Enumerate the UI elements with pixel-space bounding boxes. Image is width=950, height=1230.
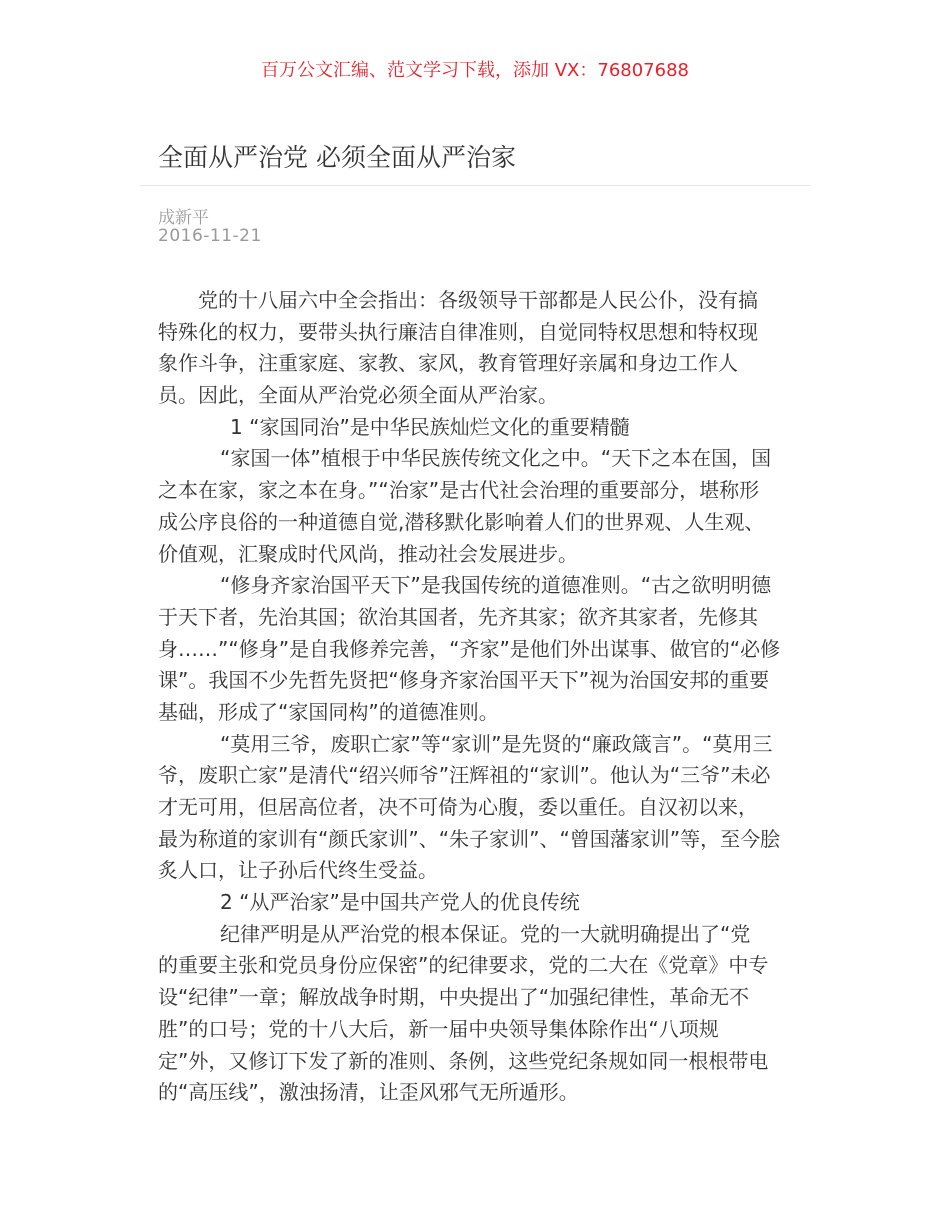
- article-line: 之本在家，家之本在身。”“治家”是古代社会治理的重要部分，堪称形: [158, 478, 760, 503]
- title-divider: [140, 185, 810, 186]
- article-line: 最为称道的家训有“颜氏家训”、“朱子家训”、“曾国藩家训”等，至今脍: [158, 826, 781, 851]
- article-line: “家国一体”植根于中华民族传统文化之中。“天下之本在国，国: [220, 446, 772, 471]
- article-line: 价值观，汇聚成时代风尚，推动社会发展进步。: [158, 541, 578, 566]
- article-line: 2 “从严治家”是中国共产党人的优良传统: [220, 890, 580, 915]
- article-line: 设“纪律”一章；解放战争时期，中央提出了“加强纪律性，革命无不: [158, 985, 750, 1010]
- article-line: 胜”的口号；党的十八大后，新一届中央领导集体除作出“八项规: [158, 1016, 719, 1041]
- article-line: 的“高压线”，激浊扬清，让歪风邪气无所遁形。: [158, 1080, 579, 1105]
- article-line: “修身齐家治国平天下”是我国传统的道德准则。“古之欲明明德: [220, 573, 772, 598]
- article-line: 定”外，又修订下发了新的准则、条例，这些党纪条规如同一根根带电: [158, 1048, 769, 1073]
- article-line: 于天下者，先治其国；欲治其国者，先齐其家；欲齐其家者，先修其: [158, 604, 758, 629]
- article-line: 成公序良俗的一种道德自觉,潜移默化影响着人们的世界观、人生观、: [158, 509, 765, 534]
- article-title: 全面从严治党 必须全面从严治家: [158, 143, 516, 172]
- article-line: 课”。我国不少先哲先贤把“修身齐家治国平天下”视为治国安邦的重要: [158, 668, 770, 693]
- article-line: 员。因此，全面从严治党必须全面从严治家。: [158, 383, 558, 408]
- article-line: 身……”“修身”是自我修养完善，“齐家”是他们外出谋事、做官的“必修: [158, 636, 781, 661]
- article-line: 基础，形成了“家国同构”的道德准则。: [158, 699, 499, 724]
- article-line: 党的十八届六中全会指出：各级领导干部都是人民公仆，没有搞: [198, 288, 758, 312]
- article-author: 成新平: [158, 208, 209, 228]
- article-line: 才无可用，但居高位者，决不可倚为心腹，委以重任。自汉初以来，: [158, 795, 758, 819]
- article-date: 2016-11-21: [158, 226, 262, 246]
- article-line: 炙人口，让子孙后代终生受益。: [158, 858, 438, 883]
- article-line: 爷，废职亡家”是清代“绍兴师爷”汪辉祖的“家训”。他认为“三爷”未必: [158, 763, 771, 788]
- article-line: “莫用三爷，废职亡家”等“家训”是先贤的“廉政箴言”。“莫用三: [220, 731, 773, 756]
- article-body: [158, 285, 798, 1109]
- article-line: 特殊化的权力，要带头执行廉洁自律准则，自觉同特权思想和特权现: [158, 319, 758, 344]
- article-line: 1 “家国同治”是中华民族灿烂文化的重要精髓: [230, 414, 630, 439]
- watermark-banner: 百万公文汇编、范文学习下载，添加 VX：76807688: [261, 60, 689, 81]
- article-line: 纪律严明是从严治党的根本保证。党的一大就明确提出了“党: [220, 921, 751, 946]
- article-line: 象作斗争，注重家庭、家教、家风，教育管理好亲属和身边工作人: [158, 351, 738, 376]
- article-line: 的重要主张和党员身份应保密”的纪律要求，党的二大在《党章》中专: [158, 953, 769, 978]
